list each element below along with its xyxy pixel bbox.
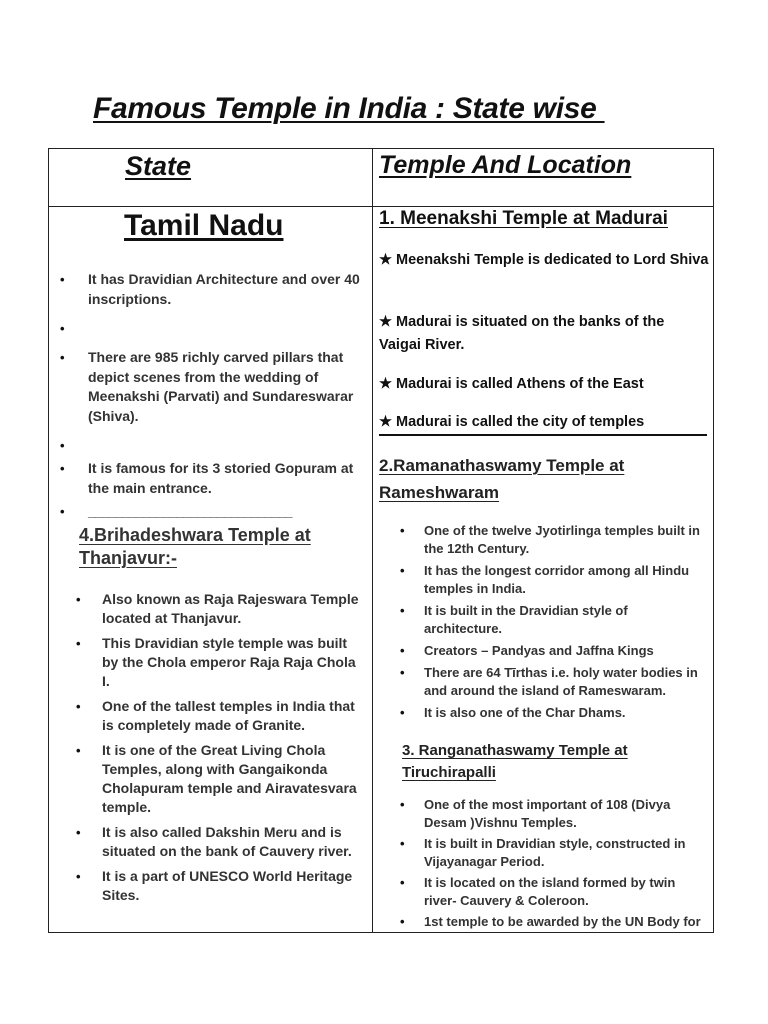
ramanathaswamy-facts-list bbox=[398, 522, 708, 722]
list-item: • Creators – Pandyas and Jaffna Kings bbox=[398, 642, 708, 660]
list-item bbox=[58, 436, 368, 455]
star-point: ★ Meenakshi Temple is dedicated to Lord Shiva bbox=[379, 252, 709, 268]
list-item: • It is also one of the Char Dhams. bbox=[398, 704, 708, 722]
list-item: • It is a part of UNESCO World Heritage Sites. bbox=[74, 867, 366, 905]
list-item bbox=[58, 319, 368, 338]
brihadeshwara-facts-list bbox=[74, 590, 366, 911]
list-item: • One of the twelve Jyotirlinga temples built in the 12th Century. bbox=[398, 522, 708, 558]
meenakshi-facts-list bbox=[58, 270, 368, 522]
ramanathaswamy-heading: 2.Ramanathaswamy Temple at Rameshwaram bbox=[379, 456, 625, 502]
column-header-state: State bbox=[125, 151, 192, 181]
list-item: • There are 985 richly carved pillars that depict scenes from the wedding of Meenakshi (Parvati) and Sundareswarar (Shiva). bbox=[58, 348, 368, 426]
list-item: • It is built in Dravidian style, constructed in Vijayanagar Period. bbox=[398, 835, 708, 871]
list-item: • It is built in the Dravidian style of architecture. bbox=[398, 602, 708, 638]
list-item: • It is also called Dakshin Meru and is situated on the bank of Cauvery river. bbox=[74, 823, 366, 861]
list-item: • There are 64 Tīrthas i.e. holy water bodies in and around the island of Rameswaram. bbox=[398, 664, 708, 700]
list-item: • It is one of the Great Living Chola Temples, along with Gangaikonda Cholapuram temple and Airavatesvara temple. bbox=[74, 741, 366, 817]
star-point: ★ Madurai is called the city of temples bbox=[379, 414, 645, 430]
star-point: ★ Madurai is situated on the banks of the Vaigai River. bbox=[379, 314, 665, 353]
ranganathaswamy-facts-list bbox=[398, 796, 708, 931]
list-item: • This Dravidian style temple was built by the Chola emperor Raja Raja Chola I. bbox=[74, 634, 366, 691]
list-item: • It has Dravidian Architecture and over 40 inscriptions. bbox=[58, 270, 368, 309]
state-name: Tamil Nadu bbox=[124, 209, 284, 242]
list-item: • One of the tallest temples in India that is completely made of Granite. bbox=[74, 697, 366, 735]
list-item: • It is located on the island formed by twin river- Cauvery & Coleroon. bbox=[398, 874, 708, 910]
column-header-temple: Temple And Location bbox=[379, 151, 632, 179]
list-item: • It is famous for its 3 storied Gopuram at the main entrance. bbox=[58, 459, 368, 498]
section-rule bbox=[379, 434, 707, 436]
list-item: • One of the most important of 108 (Divya Desam )Vishnu Temples. bbox=[398, 796, 708, 832]
ranganathaswamy-heading: 3. Ranganathaswamy Temple at Tiruchirapalli bbox=[402, 742, 628, 781]
list-item: • It has the longest corridor among all Hindu temples in India. bbox=[398, 562, 708, 598]
separator-line: • ______________________________ bbox=[58, 502, 368, 522]
list-item: • 1st temple to be awarded by the UN Body for bbox=[398, 913, 708, 931]
page-title: Famous Temple in India : State wise bbox=[93, 92, 605, 125]
brihadeshwara-heading: 4.Brihadeshwara Temple at Thanjavur:- bbox=[79, 525, 311, 568]
star-point: ★ Madurai is called Athens of the East bbox=[379, 376, 644, 392]
meenakshi-heading: 1. Meenakshi Temple at Madurai bbox=[379, 208, 668, 229]
list-item: • Also known as Raja Rajeswara Temple located at Thanjavur. bbox=[74, 590, 366, 628]
column-divider bbox=[372, 149, 373, 932]
header-divider bbox=[49, 206, 713, 207]
